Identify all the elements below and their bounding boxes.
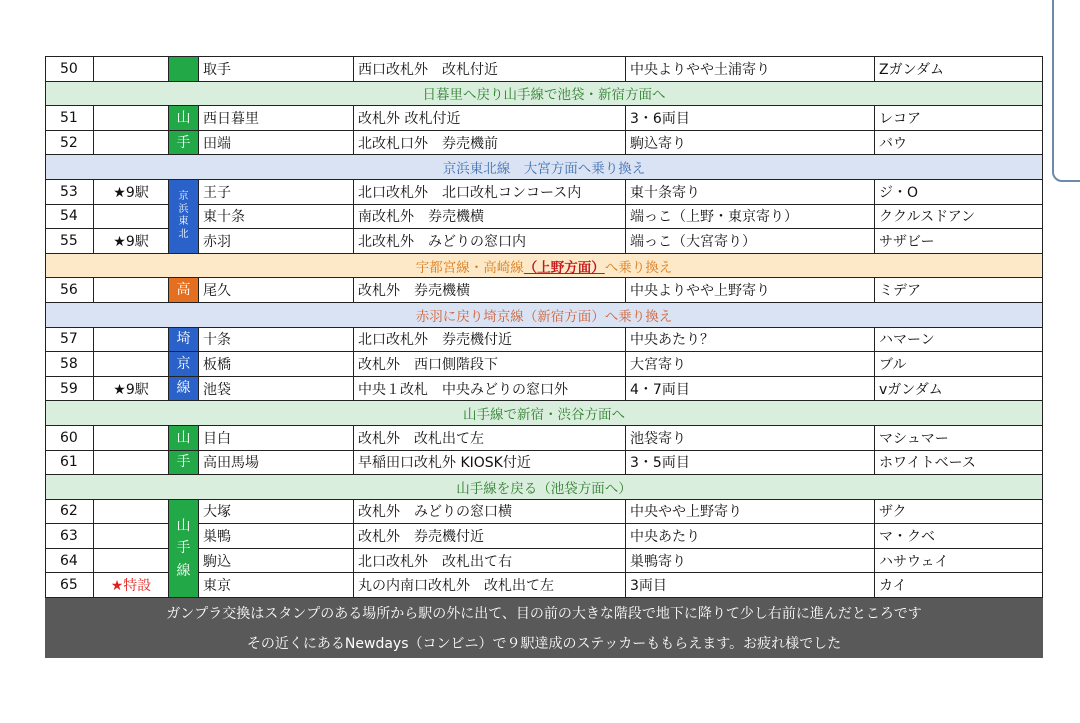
gundam-character: カイ xyxy=(875,573,1043,598)
line-label: 高 xyxy=(169,278,199,303)
station-mark xyxy=(94,450,169,475)
gundam-character: ハマーン xyxy=(875,327,1043,352)
stamp-location: 改札外 改札付近 xyxy=(354,106,626,131)
line-label: 京 xyxy=(169,352,199,377)
station-mark: ★9駅 xyxy=(94,376,169,401)
section-label-suffix: へ乗り換え xyxy=(604,259,673,276)
gundam-character: ククルスドアン xyxy=(875,204,1043,229)
station-mark xyxy=(94,57,169,82)
table-row xyxy=(46,278,1043,303)
gundam-character: レコア xyxy=(875,106,1043,131)
station-name: 西日暮里 xyxy=(199,106,354,131)
gundam-character: Zガンダム xyxy=(875,57,1043,82)
stamp-location: 北改札口外 券売機前 xyxy=(354,130,626,155)
section-label: 山手線で新宿・渋谷方面へ xyxy=(46,401,1043,426)
gundam-character: マシュマー xyxy=(875,425,1043,450)
station-mark xyxy=(94,327,169,352)
table-row xyxy=(46,499,1043,524)
car-position: 巣鴨寄り xyxy=(626,548,875,573)
section-label: 山手線を戻る（池袋方面へ） xyxy=(46,475,1043,500)
car-position: 3両目 xyxy=(626,573,875,598)
car-position: 中央よりやや土浦寄り xyxy=(626,57,875,82)
stamp-location: 北改札外 みどりの窓口内 xyxy=(354,229,626,254)
special-mark: ★特設 xyxy=(94,573,169,598)
row-number: 62 xyxy=(46,499,94,524)
gundam-character: バウ xyxy=(875,130,1043,155)
direction-highlight: （上野方面） xyxy=(523,259,605,276)
stamp-location: 北口改札外 北口改札コンコース内 xyxy=(354,179,626,204)
station-name: 巣鴨 xyxy=(199,524,354,549)
car-position: 中央よりやや上野寄り xyxy=(626,278,875,303)
station-name: 赤羽 xyxy=(199,229,354,254)
stamp-location: 改札外 券売機横 xyxy=(354,278,626,303)
row-number: 51 xyxy=(46,106,94,131)
car-position: 3・6両目 xyxy=(626,106,875,131)
row-number: 65 xyxy=(46,573,94,598)
gundam-character: ブル xyxy=(875,352,1043,377)
footer-note xyxy=(46,598,1043,628)
section-header xyxy=(46,155,1043,180)
footer-line-2: その近くにあるNewdays（コンビニ）で９駅達成のステッカーももらえます。お疲れ様でした xyxy=(46,628,1043,658)
row-number: 54 xyxy=(46,204,94,229)
station-name: 板橋 xyxy=(199,352,354,377)
stamp-location: 北口改札外 券売機付近 xyxy=(354,327,626,352)
station-name: 東十条 xyxy=(199,204,354,229)
line-label: 手 xyxy=(169,130,199,155)
table-row xyxy=(46,425,1043,450)
table-row xyxy=(46,376,1043,401)
section-label: 赤羽に戻り埼京線（新宿方面）へ乗り換え xyxy=(46,302,1043,327)
line-label: 京 浜 東 北 xyxy=(169,179,199,253)
station-mark: ★9駅 xyxy=(94,179,169,204)
row-number: 58 xyxy=(46,352,94,377)
station-mark xyxy=(94,499,169,524)
table-row xyxy=(46,130,1043,155)
row-number: 61 xyxy=(46,450,94,475)
line-label: 山 xyxy=(169,425,199,450)
car-position: 4・7両目 xyxy=(626,376,875,401)
section-header xyxy=(46,475,1043,500)
section-label: 京浜東北線 大宮方面へ乗り換え xyxy=(46,155,1043,180)
footer-line-1: ガンプラ交換はスタンプのある場所から駅の外に出て、目の前の大きな階段で地下に降りて少し右前に進んだところです xyxy=(46,598,1043,628)
station-mark xyxy=(94,204,169,229)
row-number: 59 xyxy=(46,376,94,401)
stamp-location: 改札外 みどりの窓口横 xyxy=(354,499,626,524)
station-mark xyxy=(94,425,169,450)
station-mark: ★9駅 xyxy=(94,229,169,254)
station-mark xyxy=(94,106,169,131)
section-label: 日暮里へ戻り山手線で池袋・新宿方面へ xyxy=(46,81,1043,106)
section-label-prefix: 宇都宮線・高崎線 xyxy=(415,259,524,276)
station-name: 目白 xyxy=(199,425,354,450)
station-mark xyxy=(94,524,169,549)
stamp-location: 改札外 券売機付近 xyxy=(354,524,626,549)
section-header xyxy=(46,81,1043,106)
car-position: 東十条寄り xyxy=(626,179,875,204)
station-name: 東京 xyxy=(199,573,354,598)
station-name: 高田馬場 xyxy=(199,450,354,475)
gundam-character: ハサウェイ xyxy=(875,548,1043,573)
row-number: 60 xyxy=(46,425,94,450)
gundam-character: ホワイトベース xyxy=(875,450,1043,475)
footer-note xyxy=(46,628,1043,658)
row-number: 63 xyxy=(46,524,94,549)
section-header xyxy=(46,253,1043,278)
table-row xyxy=(46,179,1043,204)
car-position: 端っこ（大宮寄り） xyxy=(626,229,875,254)
car-position: 中央あたり xyxy=(626,524,875,549)
line-label: 線 xyxy=(169,376,199,401)
stamp-location: 早稲田口改札外 KIOSK付近 xyxy=(354,450,626,475)
station-name: 尾久 xyxy=(199,278,354,303)
section-label xyxy=(46,253,1043,278)
car-position: 中央やや上野寄り xyxy=(626,499,875,524)
stamp-location: 改札外 改札出て左 xyxy=(354,425,626,450)
stamp-location: 南改札外 券売機横 xyxy=(354,204,626,229)
gundam-character: ジ・O xyxy=(875,179,1043,204)
stamp-location: 中央１改札 中央みどりの窓口外 xyxy=(354,376,626,401)
row-number: 53 xyxy=(46,179,94,204)
gundam-character: マ・クベ xyxy=(875,524,1043,549)
row-number: 50 xyxy=(46,57,94,82)
station-name: 取手 xyxy=(199,57,354,82)
gundam-character: ザク xyxy=(875,499,1043,524)
station-name: 田端 xyxy=(199,130,354,155)
line-label: 埼 xyxy=(169,327,199,352)
station-name: 大塚 xyxy=(199,499,354,524)
row-number: 56 xyxy=(46,278,94,303)
stamp-location: 北口改札外 改札出て右 xyxy=(354,548,626,573)
line-label: 山 xyxy=(169,106,199,131)
gundam-character: サザビー xyxy=(875,229,1043,254)
row-number: 57 xyxy=(46,327,94,352)
section-header xyxy=(46,302,1043,327)
table-row xyxy=(46,450,1043,475)
table-row xyxy=(46,352,1043,377)
section-header xyxy=(46,401,1043,426)
station-name: 十条 xyxy=(199,327,354,352)
car-position: 駒込寄り xyxy=(626,130,875,155)
station-name: 池袋 xyxy=(199,376,354,401)
stamp-location: 丸の内南口改札外 改札出て左 xyxy=(354,573,626,598)
row-number: 64 xyxy=(46,548,94,573)
stamp-location: 西口改札外 改札付近 xyxy=(354,57,626,82)
station-name: 王子 xyxy=(199,179,354,204)
stamp-location: 改札外 西口側階段下 xyxy=(354,352,626,377)
side-panel-tab[interactable] xyxy=(1052,0,1080,182)
table-row xyxy=(46,327,1043,352)
table-row xyxy=(46,106,1043,131)
line-label: 手 xyxy=(169,450,199,475)
line-cell xyxy=(169,57,199,82)
gundam-character: ミデア xyxy=(875,278,1043,303)
car-position: 中央あたり？ xyxy=(626,327,875,352)
station-mark xyxy=(94,130,169,155)
station-mark xyxy=(94,352,169,377)
station-name: 駒込 xyxy=(199,548,354,573)
car-position: 端っこ（上野・東京寄り） xyxy=(626,204,875,229)
car-position: 3・5両目 xyxy=(626,450,875,475)
station-mark xyxy=(94,548,169,573)
gundam-character: vガンダム xyxy=(875,376,1043,401)
row-number: 52 xyxy=(46,130,94,155)
car-position: 大宮寄り xyxy=(626,352,875,377)
car-position: 池袋寄り xyxy=(626,425,875,450)
stamp-rally-table xyxy=(45,56,1043,658)
table-row xyxy=(46,57,1043,82)
line-label: 山 手 線 xyxy=(169,499,199,597)
row-number: 55 xyxy=(46,229,94,254)
station-mark xyxy=(94,278,169,303)
